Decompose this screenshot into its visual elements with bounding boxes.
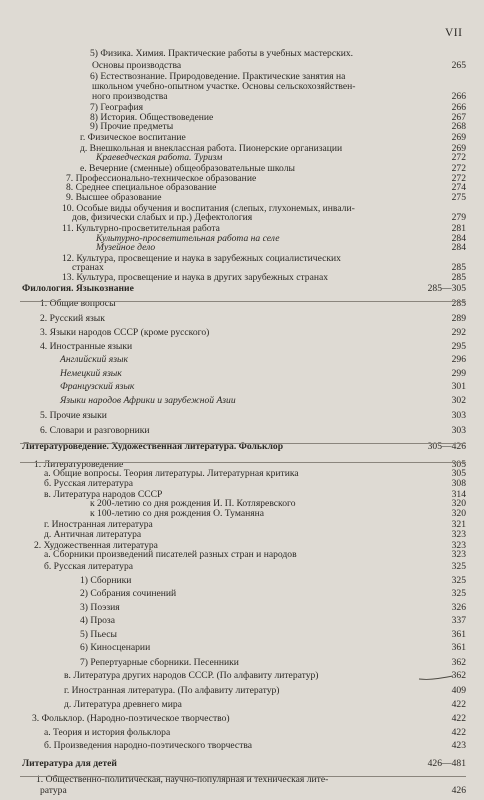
toc-entry <box>80 589 468 600</box>
toc-entry-page: 296 <box>451 354 466 365</box>
toc-entry-page: 295 <box>451 341 466 352</box>
toc-entry-page: 266 <box>451 102 466 113</box>
toc-entry <box>44 728 468 739</box>
toc-entry-page: 423 <box>451 740 466 751</box>
toc-entry <box>44 530 468 541</box>
toc-entry-title: 10. Особые виды обучения и воспитания (слепых, глухонемых, инвали- <box>62 203 355 214</box>
toc-entry-page: 285 <box>451 298 466 309</box>
toc-entry-title: 5) Пьесы <box>80 629 117 640</box>
toc-entry-title: Литература для детей <box>22 758 117 769</box>
toc-entry-page: 285—305 <box>427 283 466 294</box>
toc-entry <box>22 284 468 295</box>
toc-entry-page: 272 <box>451 163 466 174</box>
toc-entry-title: странах <box>72 262 104 273</box>
toc-entry <box>60 355 468 366</box>
toc-entry-page: 426 <box>451 785 466 796</box>
toc-entry <box>72 213 468 224</box>
toc-entry-page: 272 <box>451 152 466 163</box>
page-number: VII <box>445 27 463 39</box>
toc-entry-title: е. Вечерние (сменные) общеобразовательные школы <box>80 163 295 174</box>
toc-entry-page: 422 <box>451 713 466 724</box>
toc-entry-title: б. Русская литература <box>44 478 134 489</box>
toc-entry-title: 4. Иностранные языки <box>40 341 133 352</box>
toc-entry-title: к 100-летию со дня рождения О. Туманяна <box>90 508 265 519</box>
toc-entry-title: 11. Культурно-просветительная работа <box>62 223 220 234</box>
toc-entry-title: г. Иностранная литература <box>44 519 153 530</box>
toc-entry-page: 285 <box>451 262 466 273</box>
section-divider <box>20 443 466 444</box>
toc-entry-page: 303 <box>451 410 466 421</box>
toc-entry <box>64 686 468 697</box>
toc-entry-title: 8) История. Обществоведение <box>90 112 214 123</box>
toc-entry-page: 284 <box>451 233 466 244</box>
toc-entry-title: 3. Языки народов СССР (кроме русского) <box>40 327 210 338</box>
toc-entry <box>40 342 468 353</box>
toc-entry-title: 1. Литературоведение <box>34 459 124 470</box>
section-divider <box>20 301 466 302</box>
toc-entry <box>90 509 468 520</box>
toc-entry-page: 323 <box>451 549 466 560</box>
toc-entry-page: 323 <box>451 540 466 551</box>
toc-entry-title: Немецкий язык <box>60 368 122 379</box>
toc-entry-title: 7) География <box>90 102 144 113</box>
toc-entry <box>40 328 468 339</box>
toc-entry <box>80 616 468 627</box>
toc-entry-page: 308 <box>451 478 466 489</box>
toc-entry-page: 320 <box>451 508 466 519</box>
toc-entry-page: 362 <box>451 670 466 681</box>
toc-entry-page: 314 <box>451 489 466 500</box>
toc-entry <box>60 396 468 407</box>
toc-entry <box>92 92 468 103</box>
toc-entry <box>40 426 468 437</box>
toc-entry-page: 325 <box>451 561 466 572</box>
toc-entry-page: 337 <box>451 615 466 626</box>
toc-entry-title: ратура <box>40 785 67 796</box>
toc-entry <box>40 786 468 797</box>
toc-entry-title: 5. Прочие языки <box>40 410 107 421</box>
toc-entry <box>62 273 468 284</box>
toc-entry-title: в. Литература народов СССР <box>44 489 163 500</box>
toc-entry-page: 269 <box>451 132 466 143</box>
toc-entry-title: Основы производства <box>92 60 182 71</box>
toc-entry-title: 2) Собрания сочинений <box>80 588 177 599</box>
toc-entry <box>44 550 468 561</box>
toc-entry-page: 361 <box>451 629 466 640</box>
toc-entry-title: 5) Физика. Химия. Практические работы в учебных мастерских. <box>90 48 354 59</box>
toc-entry-page: 325 <box>451 575 466 586</box>
toc-entry-title: г. Физическое воспитание <box>80 132 186 143</box>
toc-entry <box>80 576 468 587</box>
toc-entry-title: 3. Фольклор. (Народно-поэтическое творчество) <box>32 713 230 724</box>
toc-entry-title: 2. Русский язык <box>40 313 105 324</box>
toc-entry <box>60 369 468 380</box>
toc-entry-title: г. Иностранная литература. (По алфавиту литератур) <box>64 685 280 696</box>
toc-entry-page: 320 <box>451 498 466 509</box>
toc-entry-title: в. Литература других народов СССР. (По алфавиту литератур) <box>64 670 319 681</box>
toc-entry-page: 281 <box>451 223 466 234</box>
toc-entry-title: д. Античная литература <box>44 529 142 540</box>
toc-entry-title: б. Произведения народно-поэтического творчества <box>44 740 253 751</box>
toc-entry <box>90 49 468 60</box>
toc-entry <box>44 741 468 752</box>
toc-entry <box>80 658 468 669</box>
toc-entry <box>64 671 468 682</box>
toc-entry-title: 2. Художественная литература <box>34 540 158 551</box>
toc-entry <box>40 411 468 422</box>
toc-entry-page: 299 <box>451 368 466 379</box>
toc-entry-title: 4) Проза <box>80 615 115 626</box>
toc-entry-title: 7. Профессионально-техническое образование <box>66 173 257 184</box>
toc-entry-page: 303 <box>451 425 466 436</box>
toc-entry-page: 285 <box>451 272 466 283</box>
toc-entry-page: 409 <box>451 685 466 696</box>
toc-entry-page: 326 <box>451 602 466 613</box>
toc-entry-title: а. Сборники произведений писателей разных стран и народов <box>44 549 297 560</box>
toc-entry-title: Музейное дело <box>96 242 156 253</box>
toc-entry <box>96 153 468 164</box>
toc-entry-title: дов, физически слабых и пр.) Дефектология <box>72 212 253 223</box>
toc-entry-page: 422 <box>451 699 466 710</box>
toc-entry-page: 321 <box>451 519 466 530</box>
toc-entry-page: 275 <box>451 192 466 203</box>
section-divider <box>20 776 466 777</box>
toc-entry-page: 362 <box>451 657 466 668</box>
toc-entry <box>44 479 468 490</box>
toc-entry-title: Литературоведение. Художественная литература. Фольклор <box>22 441 284 452</box>
toc-entry-title: 6) Киносценарии <box>80 642 151 653</box>
toc-entry-title: д. Литература древнего мира <box>64 699 182 710</box>
toc-entry-page: 269 <box>451 143 466 154</box>
toc-entry-title: Языки народов Африки и зарубежной Азии <box>60 395 236 406</box>
toc-entry-page: 279 <box>451 212 466 223</box>
toc-entry-page: 268 <box>451 121 466 132</box>
toc-entry-page: 265 <box>451 60 466 71</box>
toc-entry <box>22 759 468 770</box>
pencil-underline-mark <box>418 675 454 681</box>
toc-entry-title: 6) Естествознание. Природоведение. Практические занятия на <box>90 71 346 82</box>
toc-entry <box>80 643 468 654</box>
toc-entry-page: 426—481 <box>427 758 466 769</box>
toc-entry-title: 3) Поэзия <box>80 602 120 613</box>
toc-entry-title: б. Русская литература <box>44 561 134 572</box>
toc-entry-title: Филология. Языкознание <box>22 283 134 294</box>
toc-entry <box>44 562 468 573</box>
toc-entry-title: 1) Сборники <box>80 575 132 586</box>
toc-entry-page: 274 <box>451 182 466 193</box>
toc-entry-title: ного производства <box>92 91 168 102</box>
toc-entry <box>80 603 468 614</box>
toc-entry-title: школьном учебно-опытном участке. Основы сельскохозяйствен- <box>92 81 356 92</box>
toc-entry-page: 305 <box>451 468 466 479</box>
toc-entry-title: 13. Культура, просвещение и наука в других зарубежных странах <box>62 272 329 283</box>
toc-entry <box>80 133 468 144</box>
toc-entry-page: 272 <box>451 173 466 184</box>
toc-entry-title: 8. Среднее специальное образование <box>66 182 217 193</box>
toc-entry-title: 1. Общие вопросы <box>40 298 116 309</box>
toc-entry <box>92 61 468 72</box>
toc-entry-page: 302 <box>451 395 466 406</box>
toc-entry-page: 323 <box>451 529 466 540</box>
toc-entry <box>90 122 468 133</box>
toc-entry <box>96 243 468 254</box>
toc-entry-title: Английский язык <box>60 354 128 365</box>
toc-entry-page: 305—426 <box>427 441 466 452</box>
toc-entry-title: 9. Высшее образование <box>66 192 162 203</box>
toc-entry <box>64 700 468 711</box>
toc-entry <box>40 314 468 325</box>
toc-entry <box>60 382 468 393</box>
toc-entry <box>66 193 468 204</box>
toc-entry-page: 305 <box>451 459 466 470</box>
toc-entry-page: 267 <box>451 112 466 123</box>
toc-entry-title: 7) Репертуарные сборники. Песенники <box>80 657 239 668</box>
toc-entry-title: Французский язык <box>60 381 135 392</box>
toc-entry-title: Культурно-просветительная работа на селе <box>96 233 280 244</box>
toc-entry-page: 361 <box>451 642 466 653</box>
toc-entry-page: 422 <box>451 727 466 738</box>
toc-entry-title: к 200-летию со дня рождения И. П. Котляревского <box>90 498 296 509</box>
toc-entry-title: Краеведческая работа. Туризм <box>96 152 223 163</box>
toc-entry-title: а. Общие вопросы. Теория литературы. Литературная критика <box>44 468 299 479</box>
toc-entry-title: 9) Прочие предметы <box>90 121 174 132</box>
toc-entry-page: 325 <box>451 588 466 599</box>
toc-entry <box>80 630 468 641</box>
toc-entry-page: 266 <box>451 91 466 102</box>
toc-entry-page: 292 <box>451 327 466 338</box>
toc-entry-title: а. Теория и история фольклора <box>44 727 171 738</box>
toc-entry-title: 6. Словари и разговорники <box>40 425 150 436</box>
section-divider <box>20 462 466 463</box>
toc-entry-page: 301 <box>451 381 466 392</box>
toc-entry-page: 289 <box>451 313 466 324</box>
toc-entry-title: 12. Культура, просвещение и наука в зарубежных социалистических <box>62 253 341 264</box>
toc-entry-title: 1. Общественно-политическая, научно-популярная и техническая лите- <box>36 774 329 785</box>
toc-entry-page: 284 <box>451 242 466 253</box>
toc-entry-title: д. Внешкольная и внеклассная работа. Пионерские организации <box>80 143 343 154</box>
toc-entry <box>32 714 468 725</box>
